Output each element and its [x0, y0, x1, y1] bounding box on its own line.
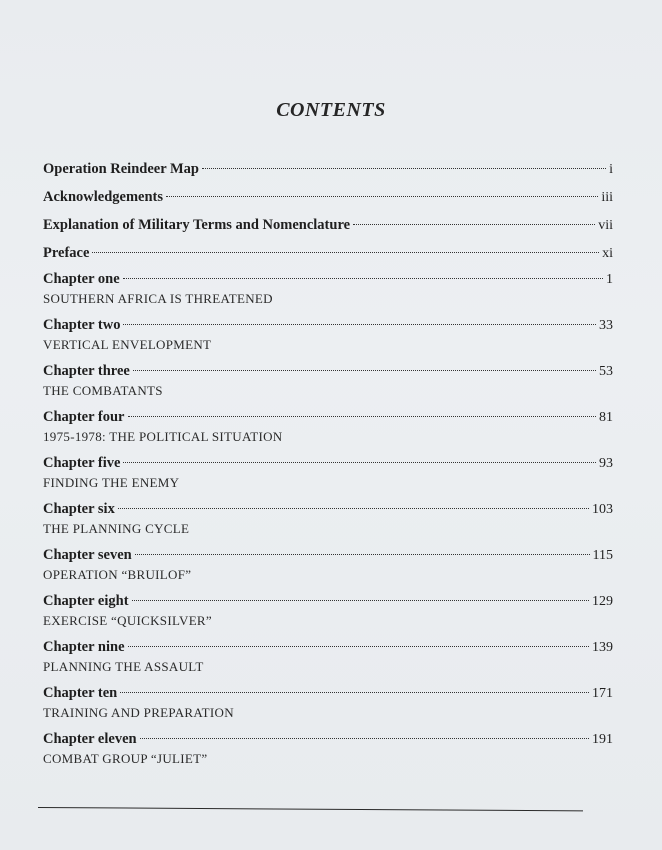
- chapter-label: Chapter two: [43, 317, 121, 333]
- chapter-label: Chapter six: [43, 501, 115, 517]
- toc-entry-front-matter: [43, 242, 613, 264]
- dot-leader: [202, 168, 606, 169]
- chapter-subtitle: THE PLANNING CYCLE: [43, 521, 190, 536]
- dot-leader: [140, 738, 589, 739]
- toc-page-number: xi: [602, 246, 613, 261]
- dot-leader: [133, 370, 596, 371]
- toc-entry-chapter: [43, 360, 613, 402]
- chapter-subtitle: THE COMBATANTS: [43, 383, 163, 398]
- toc-entry-chapter: [43, 452, 613, 494]
- chapter-subtitle: PLANNING THE ASSAULT: [43, 659, 204, 674]
- chapter-label: Chapter three: [43, 363, 130, 379]
- chapter-subtitle: VERTICAL ENVELOPMENT: [43, 337, 212, 352]
- dot-leader: [132, 600, 589, 601]
- table-of-contents: [43, 158, 613, 774]
- chapter-label: Chapter one: [43, 271, 120, 287]
- page-title: CONTENTS: [276, 99, 386, 121]
- toc-page-number: 103: [592, 502, 613, 517]
- dot-leader: [128, 416, 597, 417]
- toc-page-number: 53: [599, 364, 613, 379]
- toc-page-number: 81: [599, 410, 613, 425]
- dot-leader: [166, 196, 598, 197]
- toc-entry-label: Operation Reindeer Map: [43, 161, 199, 177]
- toc-entry-front-matter: [43, 158, 613, 180]
- chapter-subtitle: EXERCISE “QUICKSILVER”: [43, 613, 212, 628]
- dot-leader: [135, 554, 590, 555]
- chapter-subtitle: OPERATION “BRUILOF”: [43, 567, 192, 582]
- bottom-rule: [38, 807, 583, 811]
- toc-entry-label: Explanation of Military Terms and Nomenclature: [43, 217, 351, 233]
- toc-page-number: 191: [592, 732, 613, 747]
- toc-entry-front-matter: [43, 214, 613, 236]
- toc-entry-front-matter: [43, 186, 613, 208]
- dot-leader: [120, 692, 589, 693]
- toc-entry-chapter: [43, 590, 613, 632]
- toc-page-number: 1: [606, 272, 613, 287]
- toc-entry-label: Acknowledgements: [43, 189, 164, 205]
- chapter-label: Chapter five: [43, 455, 121, 471]
- toc-page-number: 33: [599, 318, 613, 333]
- toc-page-number: i: [609, 162, 613, 177]
- chapter-label: Chapter eight: [43, 593, 129, 609]
- chapter-label: Chapter ten: [43, 685, 118, 701]
- dot-leader: [353, 224, 595, 225]
- toc-page-number: iii: [601, 190, 613, 205]
- toc-page-number: 129: [592, 594, 613, 609]
- dot-leader: [92, 252, 599, 253]
- chapter-label: Chapter nine: [43, 639, 125, 655]
- toc-page-number: vii: [598, 218, 613, 233]
- dot-leader: [123, 324, 596, 325]
- toc-entry-label: Preface: [43, 245, 90, 261]
- chapter-subtitle: COMBAT GROUP “JULIET”: [43, 751, 208, 766]
- toc-entry-chapter: [43, 314, 613, 356]
- toc-entry-chapter: [43, 268, 613, 310]
- toc-page-number: 93: [599, 456, 613, 471]
- chapter-subtitle: 1975-1978: THE POLITICAL SITUATION: [43, 429, 283, 444]
- dot-leader: [118, 508, 589, 509]
- toc-entry-chapter: [43, 682, 613, 724]
- toc-page-number: 115: [592, 548, 613, 563]
- toc-entry-chapter: [43, 728, 613, 770]
- dot-leader: [123, 278, 603, 279]
- dot-leader: [128, 646, 589, 647]
- toc-entry-chapter: [43, 406, 613, 448]
- toc-entry-chapter: [43, 498, 613, 540]
- toc-entry-chapter: [43, 544, 613, 586]
- toc-page-number: 171: [592, 686, 613, 701]
- chapter-subtitle: SOUTHERN AFRICA IS THREATENED: [43, 291, 273, 306]
- toc-entry-chapter: [43, 636, 613, 678]
- chapter-label: Chapter four: [43, 409, 125, 425]
- chapter-subtitle: FINDING THE ENEMY: [43, 475, 180, 490]
- chapter-subtitle: TRAINING AND PREPARATION: [43, 705, 234, 720]
- dot-leader: [123, 462, 596, 463]
- chapter-label: Chapter seven: [43, 547, 132, 563]
- toc-page-number: 139: [592, 640, 613, 655]
- chapter-label: Chapter eleven: [43, 731, 137, 747]
